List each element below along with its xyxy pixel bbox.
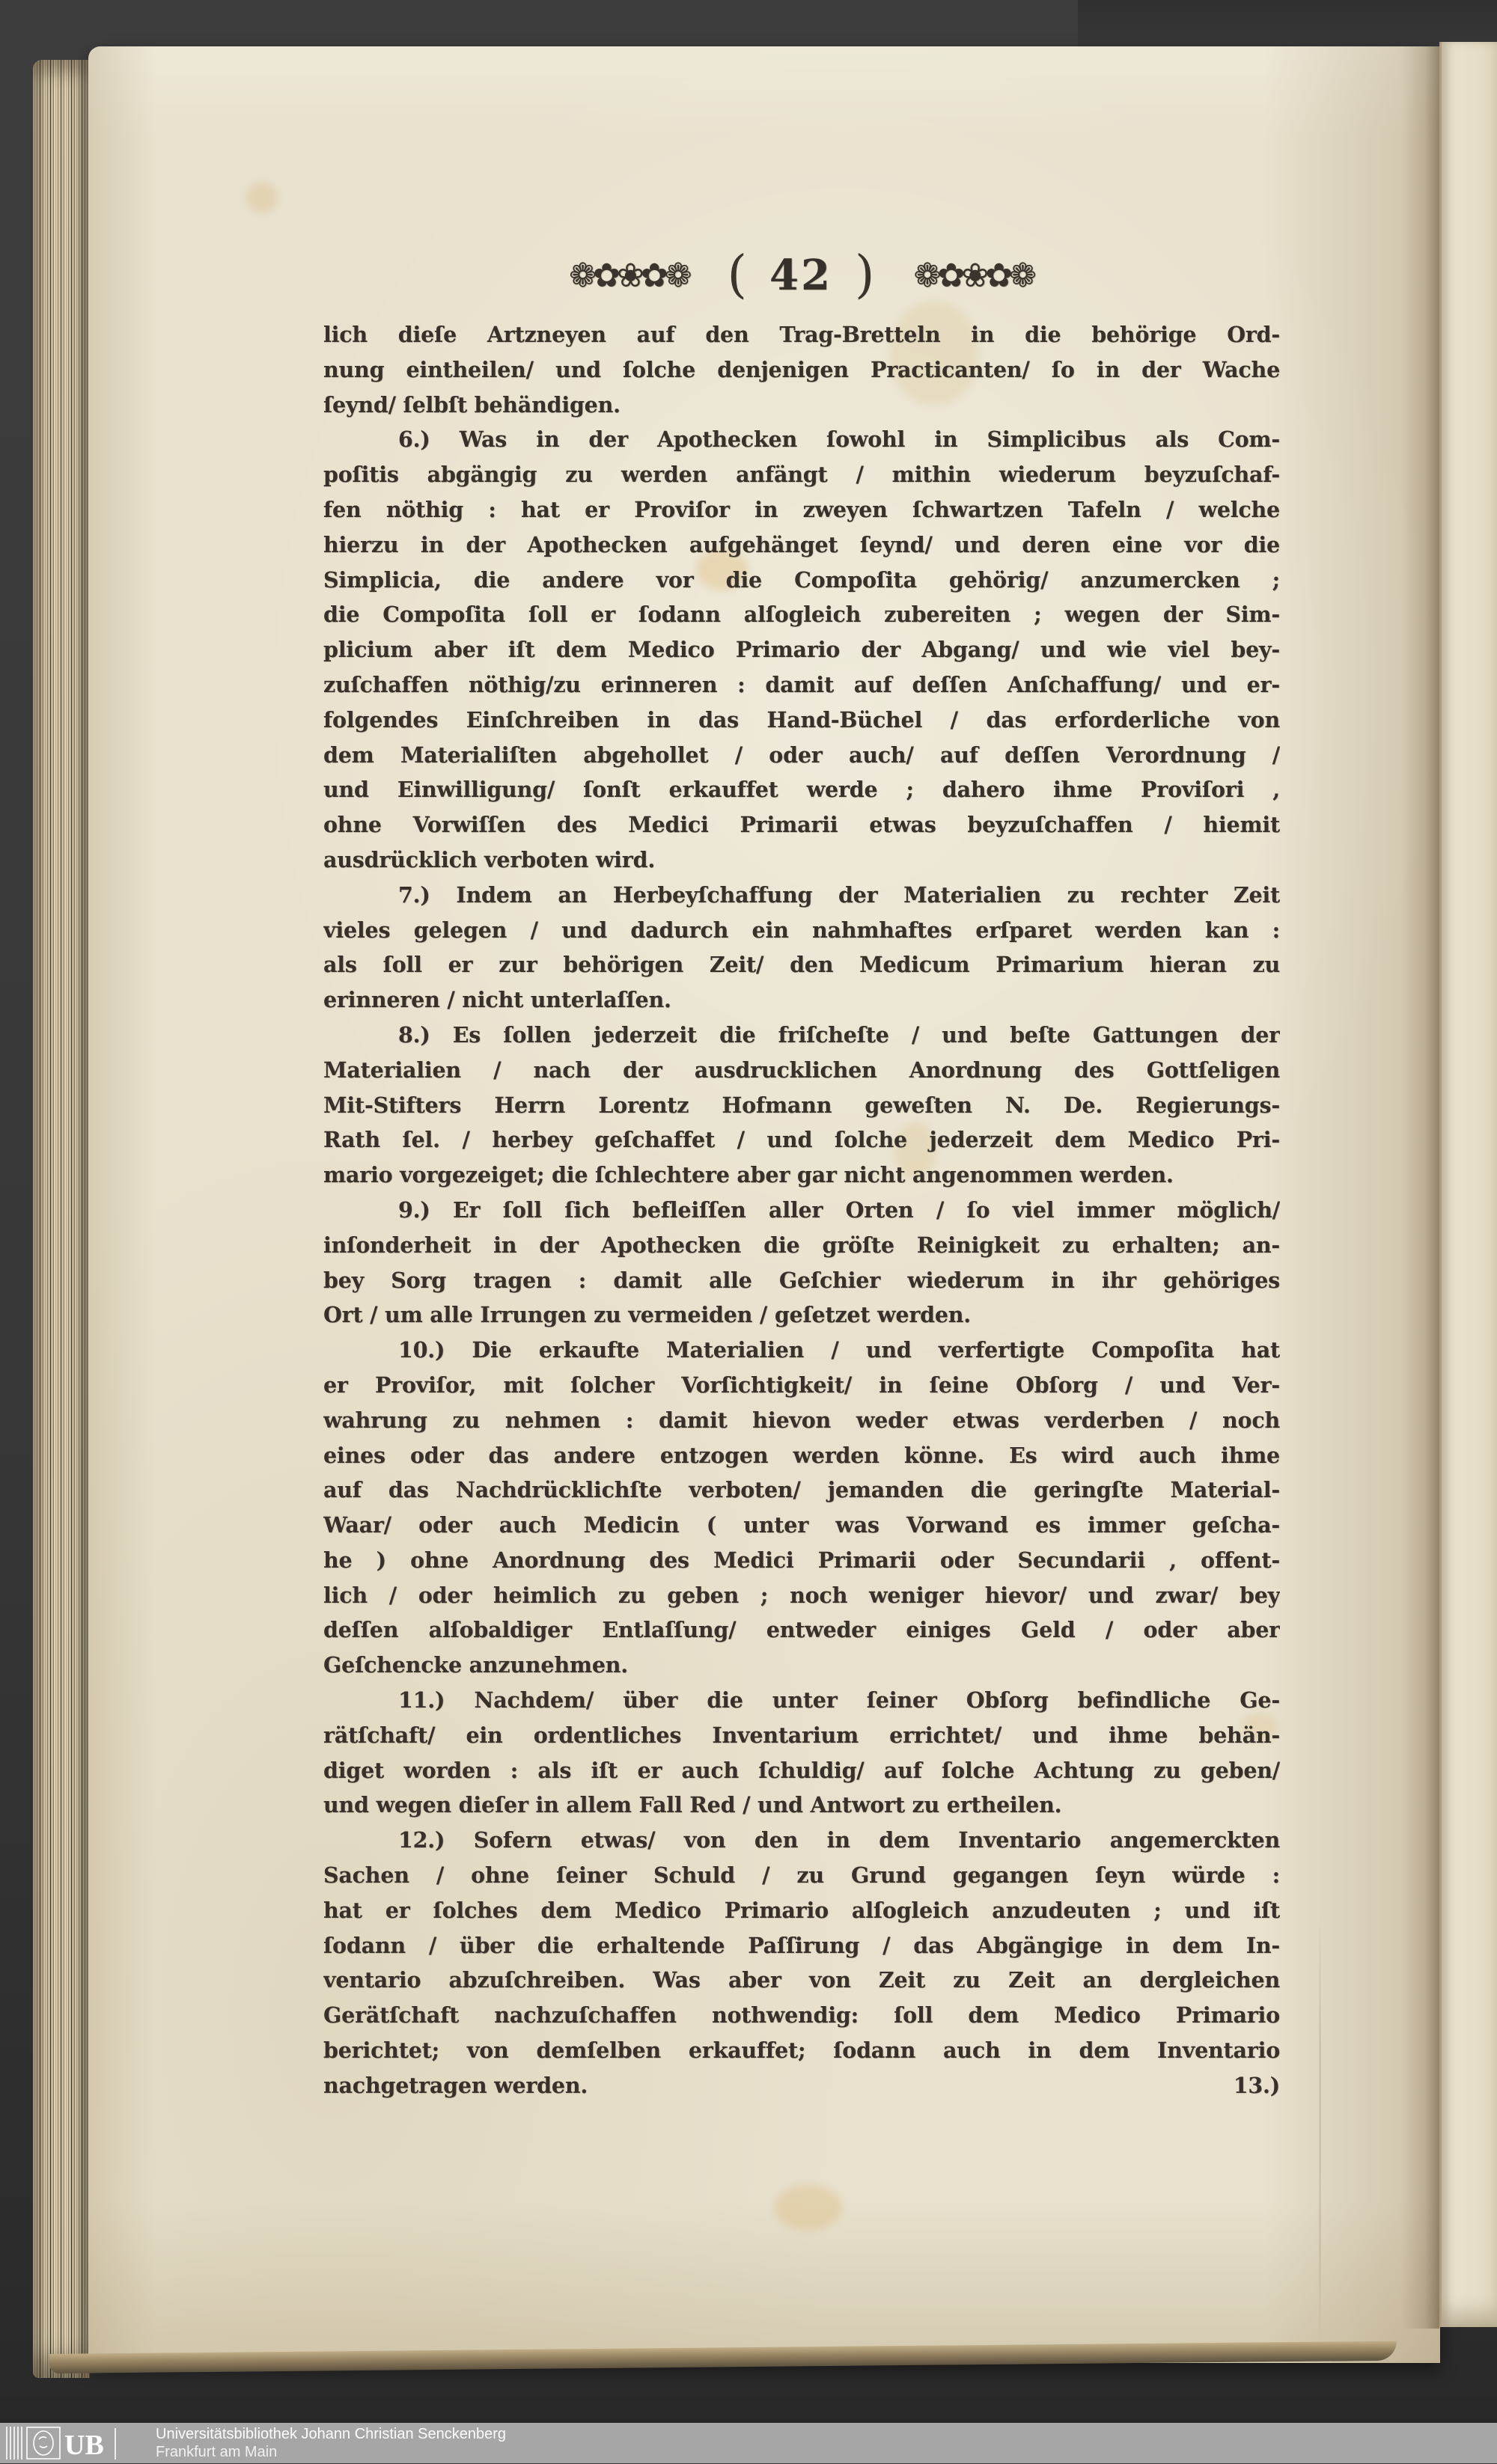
text-line: auf das Nachdrücklichſte verboten/ jemanden die geringſte Material- — [323, 1473, 1280, 1508]
footer-bar — [0, 2423, 1497, 2463]
text-line: hierzu in der Apothecken aufgehänget ſeynd/ und deren eine vor die — [323, 528, 1280, 563]
text-line: mario vorgezeiget; die ſchlechtere aber gar nicht angenommen werden. — [323, 1158, 1280, 1193]
library-name: Universitätsbibliothek Johann Christian Senckenberg — [156, 2425, 506, 2443]
text-line: bey Sorg tragen : damit alle Geſchier wiederum in ihr gehöriges — [323, 1263, 1280, 1298]
ub-logo-icon — [4, 2425, 147, 2461]
text-line: Geſchencke anzunehmen. — [323, 1648, 1280, 1683]
page-fold-line — [1319, 1916, 1321, 2350]
text-line: und wegen dieſer in allem Fall Red / und Antwort zu ertheilen. — [323, 1788, 1280, 1823]
text-line: 11.) Nachdem/ über die unter ſeiner Obſorg befindliche Ge- — [323, 1683, 1280, 1718]
text-line: er Proviſor, mit ſolcher Vorſichtigkeit/ in ſeine Obſorg / und Ver- — [323, 1368, 1280, 1403]
logo-ub-text: UB — [64, 2430, 104, 2461]
text-line: 10.) Die erkaufte Materialien / und verfertigte Compoſita hat — [323, 1333, 1280, 1368]
text-line: als ſoll er zur behörigen Zeit/ den Medicum Primarium hieran zu — [323, 947, 1280, 982]
text-line: lich / oder heimlich zu geben ; noch weniger hievor/ und zwar/ bey — [323, 1578, 1280, 1613]
text-line: die Compoſita ſoll er ſodann alſogleich zubereiten ; wegen der Sim- — [323, 597, 1280, 632]
text-line: lich dieſe Artzneyen auf den Trag-Bretteln in die behörige Ord- — [323, 317, 1280, 352]
text-line: 9.) Er ſoll ſich befleiſſen aller Orten / ſo viel immer möglich/ — [323, 1193, 1280, 1228]
text-line: Sachen / ohne ſeiner Schuld / zu Grund gegangen ſeyn würde : — [323, 1858, 1280, 1893]
text-line: 12.) Sofern etwas/ von den in dem Inventario angemerckten — [323, 1823, 1280, 1858]
library-city: Frankfurt am Main — [156, 2443, 506, 2461]
text-line: deſſen alſobaldiger Entlaſſung/ entweder einiges Geld / oder aber — [323, 1612, 1280, 1648]
page-header — [322, 233, 1280, 317]
text-line: zuſchaffen nöthig/zu erinneren : damit auf deſſen Anſchaffung/ und er- — [323, 667, 1280, 703]
text-line: berichtet; von demſelben erkauffet; ſodann auch in dem Inventario — [323, 2033, 1280, 2068]
text-block — [323, 317, 1280, 2103]
text-line: 8.) Es ſollen jederzeit die friſcheſte / und beſte Gattungen der — [323, 1018, 1280, 1053]
folio-open-paren: ( — [728, 250, 748, 301]
text-line: und Einwilligung/ ſonſt erkauffet werde ; dahero ihme Proviſori , — [323, 772, 1280, 807]
text-line: inſonderheit in der Apothecken die gröſte Reinigkeit zu erhalten; an- — [323, 1228, 1280, 1263]
stain — [775, 2185, 842, 2230]
text-line: poſitis abgängig zu werden anfängt / mithin wiederum beyzuſchaf- — [323, 457, 1280, 492]
text-line: folgendes Einſchreiben in das Hand-Büchel / das erforderliche von — [323, 703, 1280, 738]
text-line: Rath ſel. / herbey geſchaffet / und ſolche jederzeit dem Medico Pri- — [323, 1122, 1280, 1158]
text-line: eines oder das andere entzogen werden könne. Es wird auch ihme — [323, 1438, 1280, 1473]
text-line: Materialien / nach der ausdrucklichen Anordnung des Gottſeligen — [323, 1053, 1280, 1088]
text-line: 6.) Was in der Apothecken ſowohl in Simplicibus als Com- — [323, 422, 1280, 457]
folio-close-paren: ) — [855, 250, 875, 301]
text-line: Mit-Stifters Herrn Lorentz Hofmann geweſten N. De. Regierungs- — [323, 1088, 1280, 1123]
printer-ornament-left-icon: ❁✿❀✿❁ — [569, 257, 688, 295]
text-line: rätſchaft/ ein ordentliches Inventarium errichtet/ und ihme behän- — [323, 1718, 1280, 1753]
text-line: Gerätſchaft nachzuſchaffen nothwendig: ſoll dem Medico Primario — [323, 1998, 1280, 2033]
text-line: vieles gelegen / und dadurch ein nahmhaftes erſparet werden kan : — [323, 913, 1280, 948]
printer-ornament-right-icon: ❁✿❀✿❁ — [914, 257, 1033, 295]
text-line: Waar/ oder auch Medicin ( unter was Vorwand es immer geſcha- — [323, 1508, 1280, 1543]
text-line — [323, 2068, 1280, 2103]
library-logo — [4, 2425, 147, 2461]
text-line: dem Materialiſten abgehollet / oder auch/ auf deſſen Verordnung / — [323, 738, 1280, 773]
text-line: he ) ohne Anordnung des Medici Primarii oder Secundarii , offent- — [323, 1543, 1280, 1578]
text-line: ſodann / über die erhaltende Paſſirung / das Abgängige in dem In- — [323, 1928, 1280, 1963]
adjacent-page-edge — [1439, 42, 1497, 2327]
catchword: 13.) — [1234, 2068, 1280, 2103]
footer-text — [156, 2425, 506, 2461]
text-line: wahrung zu nehmen : damit hievon weder etwas verderben / noch — [323, 1403, 1280, 1438]
text-line: erinneren / nicht unterlaſſen. — [323, 982, 1280, 1018]
page-stack-left-edge — [33, 60, 90, 2378]
page-number: 42 — [769, 251, 832, 300]
text-line: ventario abzuſchreiben. Was aber von Zeit zu Zeit an dergleichen — [323, 1963, 1280, 1998]
text-line: ohne Vorwiſſen des Medici Primarii etwas beyzuſchaffen / hiemit — [323, 807, 1280, 843]
page-number-group — [728, 250, 875, 301]
text-line: ausdrücklich verboten wird. — [323, 843, 1280, 878]
text-line: fen nöthig : hat er Proviſor in zweyen ſchwartzen Tafeln / welche — [323, 492, 1280, 528]
text-line: Ort / um alle Irrungen zu vermeiden / geſetzet werden. — [323, 1297, 1280, 1333]
text-line: nung eintheilen/ und ſolche denjenigen Practicanten/ ſo in der Wache — [323, 352, 1280, 388]
text-line: ſeynd/ ſelbſt behändigen. — [323, 388, 1280, 423]
text-line: Simplicia, die andere vor die Compoſita gehörig/ anzumercken ; — [323, 563, 1280, 598]
text-line: diget worden : als iſt er auch ſchuldig/ auf ſolche Achtung zu geben/ — [323, 1753, 1280, 1788]
text-line-content: nachgetragen werden. — [323, 2068, 588, 2103]
text-line: 7.) Indem an Herbeyſchaffung der Materialien zu rechter Zeit — [323, 878, 1280, 913]
text-line: plicium aber iſt dem Medico Primario der Abgang/ und wie viel bey- — [323, 632, 1280, 667]
stain — [247, 183, 277, 213]
text-line: hat er ſolches dem Medico Primario alſogleich anzudeuten ; und iſt — [323, 1893, 1280, 1928]
gutter-shadow — [1401, 46, 1439, 2329]
